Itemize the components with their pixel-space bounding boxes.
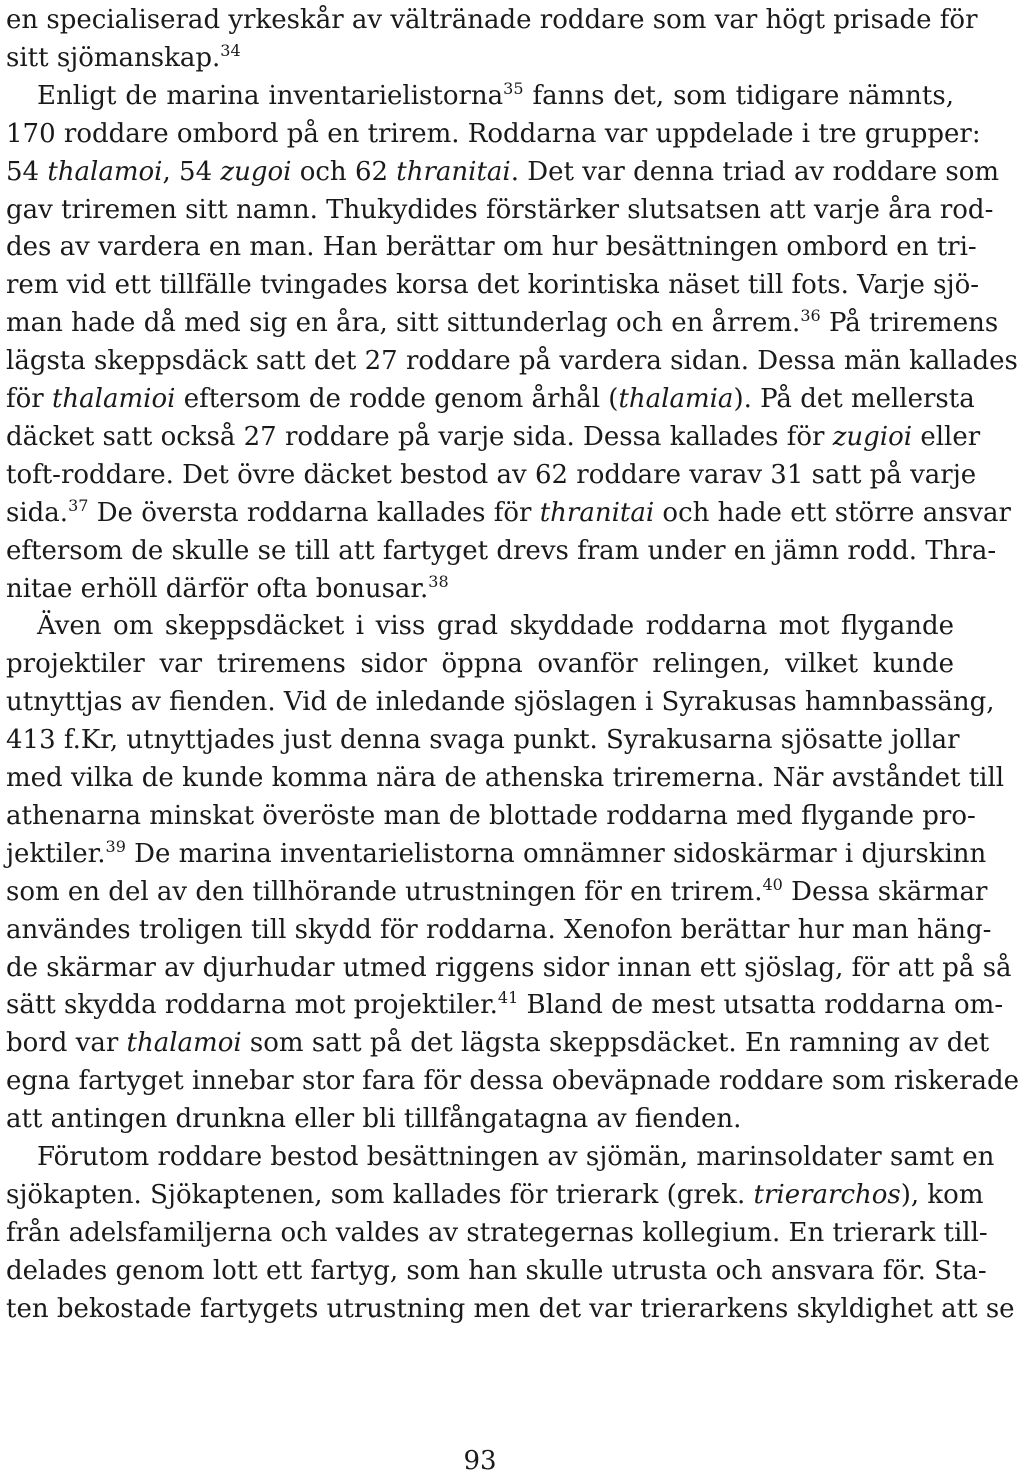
- text-line: [6, 760, 1005, 797]
- text-line: [6, 457, 977, 494]
- text-run: ten bekostade fartygets utrustning men det var trierarkens skyldighet att se: [6, 1293, 1015, 1324]
- text-line: [6, 2, 978, 39]
- text-line: [6, 1063, 1019, 1100]
- italic-term: zugioi: [832, 421, 913, 452]
- italic-term: thalamioi: [51, 384, 176, 414]
- text-run: projektiler var triremens sidor öppna ovanför relingen, vilket kunde: [6, 649, 954, 680]
- footnote-marker: 41: [497, 988, 519, 1008]
- footnote-marker: 34: [220, 40, 241, 60]
- text-line: [6, 836, 987, 873]
- text-run: som en del av den tillhörande utrustningen för en trirem.: [6, 876, 763, 907]
- text-run: och 62: [291, 156, 397, 187]
- text-line: [6, 305, 999, 342]
- text-line: [6, 192, 994, 229]
- text-line: [6, 684, 995, 721]
- italic-term: thalamoi: [47, 156, 163, 187]
- italic-term: trierarchos: [753, 1179, 901, 1210]
- footnote-marker: 37: [68, 495, 89, 515]
- text-run: 413 f.Kr, utnyttjades just denna svaga punkt. Syrakusarna sjösatte jollar: [6, 725, 960, 756]
- text-run: eller: [912, 421, 981, 452]
- text-line: [6, 419, 981, 456]
- text-run: nitae erhöll därför ofta bonusar.: [6, 573, 429, 604]
- text-line: [6, 116, 981, 153]
- text-line: [6, 571, 954, 608]
- text-run: athenarna minskat överöste man de blottade roddarna med flygande pro-: [6, 800, 976, 831]
- text-run: fanns det, som tidigare nämnts,: [523, 80, 954, 111]
- text-run: eftersom de rodde genom århål (: [175, 384, 619, 414]
- text-run: som satt på det lägsta skeppsdäcket. En ramning av det: [241, 1028, 990, 1059]
- text-line: [6, 1253, 987, 1290]
- text-line: [6, 229, 977, 266]
- footnote-marker: 35: [503, 78, 524, 98]
- text-line: [6, 1215, 988, 1252]
- text-run: lägsta skeppsdäck satt det 27 roddare på vardera sidan. Dessa män kallades: [6, 346, 1018, 377]
- text-run: , 54: [162, 156, 221, 187]
- text-line: [6, 646, 954, 683]
- text-run: däcket satt också 27 roddare på varje sida. Dessa kallades för: [6, 421, 833, 452]
- text-line: [37, 608, 954, 645]
- text-run: de skärmar av djurhudar utmed riggens sidor innan ett sjöslag, för att på så: [6, 952, 1012, 983]
- text-line: [6, 1291, 1015, 1328]
- text-run: rem vid ett tillfälle tvingades korsa det korintiska näset till fots. Varje sjö-: [6, 270, 980, 301]
- text-run: Även om skeppsdäcket i viss grad skyddade roddarna mot flygande: [37, 611, 954, 642]
- text-line: [6, 987, 1004, 1024]
- text-run: sätt skydda roddarna mot projektiler.: [6, 990, 498, 1021]
- italic-term: thalamoi: [126, 1028, 242, 1059]
- italic-term: thranitai: [539, 497, 655, 528]
- text-run: jektiler.: [6, 838, 106, 869]
- italic-term: thranitai: [396, 156, 511, 187]
- text-run: Bland de mest utsatta roddarna om-: [518, 990, 1004, 1021]
- text-run: De översta roddarna kallades för: [88, 497, 540, 528]
- footnote-marker: 39: [105, 836, 126, 856]
- text-line: [6, 533, 997, 570]
- text-run: eftersom de skulle se till att fartyget drevs fram under en jämn rodd. Thra-: [6, 535, 997, 566]
- text-line: [6, 912, 992, 949]
- text-run: På triremens: [820, 308, 999, 339]
- text-run: utnyttjas av fienden. Vid de inledande sjöslagen i Syrakusas hamnbassäng,: [6, 687, 995, 718]
- text-line: [37, 78, 954, 115]
- text-run: egna fartyget innebar stor fara för dessa obeväpnade roddare som riskerade: [6, 1066, 1019, 1097]
- footnote-marker: 38: [428, 571, 449, 591]
- text-line: [6, 267, 980, 304]
- text-run: att antingen drunkna eller bli tillfångatagna av fienden.: [6, 1104, 742, 1135]
- text-line: [6, 1101, 954, 1138]
- text-run: 54: [6, 156, 48, 187]
- text-line: [6, 874, 988, 911]
- text-line: [6, 40, 954, 77]
- text-run: gav triremen sitt namn. Thukydides förstärker slutsatsen att varje åra rod-: [6, 194, 994, 225]
- text-run: des av vardera en man. Han berättar om hur besättningen ombord en tri-: [6, 232, 977, 263]
- text-run: sida.: [6, 497, 69, 528]
- text-run: och hade ett större ansvar: [654, 497, 1011, 528]
- text-line: [6, 343, 1018, 380]
- text-run: med vilka de kunde komma nära de athenska triremerna. När avståndet till: [6, 763, 1005, 793]
- text-run: sjökapten. Sjökaptenen, som kallades för trierark (grek.: [6, 1179, 754, 1210]
- text-line: [37, 1139, 995, 1176]
- text-run: . Det var denna triad av roddare som: [510, 156, 1000, 187]
- text-run: delades genom lott ett fartyg, som han skulle utrusta och ansvara för. Sta-: [6, 1255, 987, 1286]
- text-run: användes troligen till skydd för roddarna. Xenofon berättar hur man häng-: [6, 914, 992, 945]
- text-run: Förutom roddare bestod besättningen av sjömän, marinsoldater samt en: [37, 1142, 995, 1172]
- text-run: ), kom: [900, 1179, 984, 1210]
- text-run: sitt sjömanskap.: [6, 42, 221, 73]
- text-run: bord var: [6, 1028, 127, 1059]
- text-run: ). På det mellersta: [733, 384, 975, 414]
- italic-term: thalamia: [618, 384, 734, 414]
- text-run: man hade då med sig en åra, sitt sittunderlag och en årrem.: [6, 308, 801, 339]
- text-line: [6, 722, 960, 759]
- footnote-marker: 36: [800, 306, 821, 326]
- text-line: [6, 798, 976, 835]
- footnote-marker: 40: [762, 874, 783, 894]
- text-run: för: [6, 384, 52, 414]
- text-run: från adelsfamiljerna och valdes av strategernas kollegium. En trierark till-: [6, 1217, 988, 1248]
- text-line: [6, 950, 1012, 987]
- text-run: en specialiserad yrkeskår av vältränade roddare som var högt prisade för: [6, 5, 978, 35]
- text-line: [6, 381, 975, 418]
- page-number: 93: [463, 1446, 497, 1476]
- text-line: [6, 154, 1000, 191]
- text-run: 170 roddare ombord på en trirem. Roddarna var uppdelade i tre grupper:: [6, 118, 981, 149]
- text-run: Dessa skärmar: [782, 876, 988, 907]
- text-line: [6, 495, 1011, 532]
- text-run: Enligt de marina inventarielistorna: [37, 80, 504, 111]
- text-line: [6, 1177, 984, 1214]
- text-line: [6, 1025, 990, 1062]
- text-run: De marina inventarielistorna omnämner sidoskärmar i djurskinn: [125, 838, 987, 869]
- italic-term: zugoi: [220, 156, 292, 187]
- text-run: toft-roddare. Det övre däcket bestod av 62 roddare varav 31 satt på varje: [6, 459, 977, 490]
